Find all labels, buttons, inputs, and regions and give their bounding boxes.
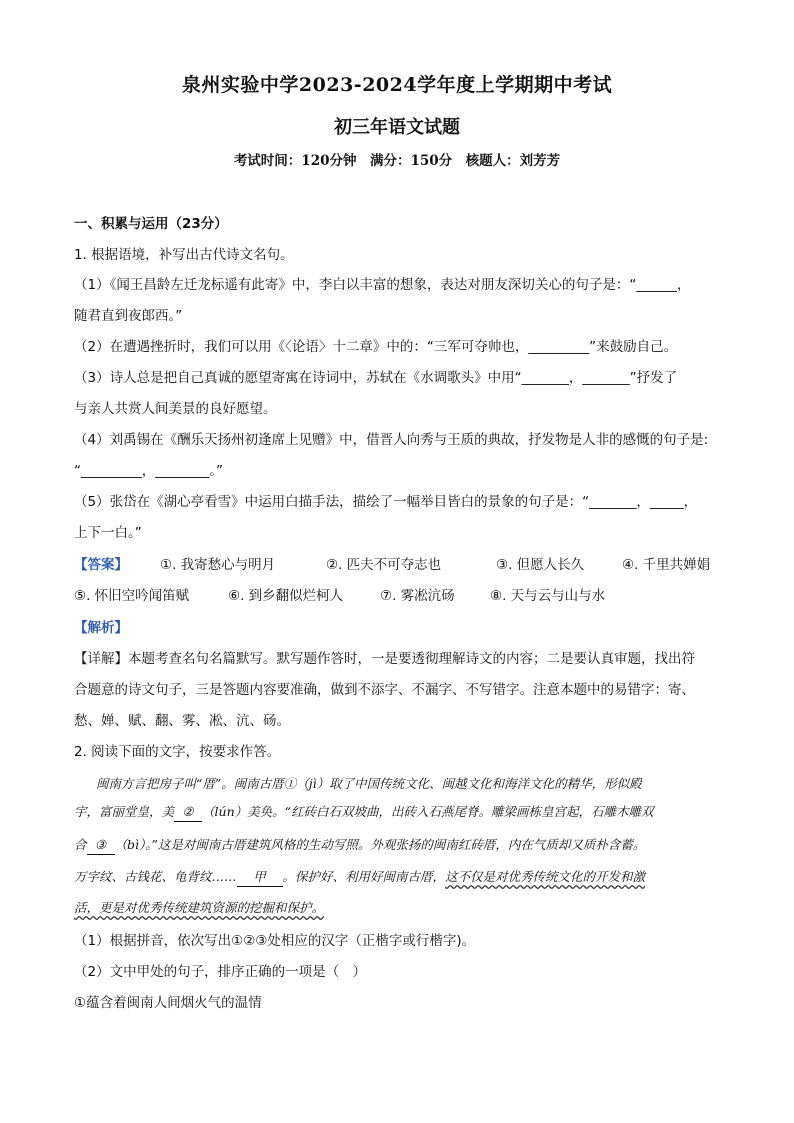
passage-line-4	[74, 868, 724, 887]
answer-item: ⑥. 到乡翻似烂柯人	[228, 588, 344, 604]
question-1-item-2: （2）在遭遇挫折时，我们可以用《〈论语〉十二章》中的：“三军可夺帅也，_________”来鼓励自己。	[74, 339, 678, 355]
analysis-label-row	[74, 619, 734, 637]
question-2-sub-1: （1）根据拼音，依次写出①②③处相应的汉字（正楷字或行楷字)。	[74, 933, 476, 949]
section-heading: 一、积累与运用（23分）	[74, 216, 228, 232]
answer-item: ⑧. 天与云与山与水	[490, 588, 606, 604]
detail-line-1: 【详解】本题考查名句名篇默写。默写题作答时，一是要透彻理解诗文的内容；二是要认真审题，找出符	[74, 651, 695, 667]
answer-item: ①. 我寄愁心与明月	[160, 557, 276, 573]
passage-line-5	[74, 899, 724, 917]
answer-item: ②. 匹夫不可夺志也	[326, 557, 442, 573]
question-2-sub-2: （2）文中甲处的句子，排序正确的一项是（ ）	[74, 964, 367, 980]
question-1-item-1a: （1）《闻王昌龄左迁龙标遥有此寄》中，李白以丰富的想象，表达对朋友深切关心的句子是：“______，	[74, 277, 691, 293]
question-1-item-3b: 与亲人共赏人间美景的良好愿望。	[74, 401, 277, 417]
answer-item: ③. 但愿人长久	[496, 557, 585, 573]
exam-subtitle: 初三年语文试题	[334, 117, 460, 138]
passage-line-1: 闽南方言把房子叫“厝”。闽南古厝①（jì）取了中国传统文化、闽越文化和海洋文化的精华，形似殿	[96, 776, 642, 791]
detail-line-3: 愁、婵、赋、翻、雾、凇、沆、砀。	[74, 713, 290, 729]
passage-text: （lún）美奂。“红砖白石双坡曲，出砖入石燕尾脊。雕梁画栋皇宫起，石雕木雕双	[202, 804, 654, 819]
answer-item: ④. 千里共婵娟	[622, 557, 711, 573]
answer-label: 【答案】	[74, 557, 128, 573]
blank-3: ③	[87, 836, 115, 855]
question-1-item-4b: “_________，________。”	[74, 463, 223, 479]
marked-sentence: 这不仅是对优秀传统文化的开发和激	[445, 869, 646, 884]
question-2-stem: 2. 阅读下面的文字，按要求作答。	[74, 744, 281, 760]
marked-sentence: 活，更是对优秀传统建筑资源的挖掘和保护。	[74, 900, 325, 915]
passage-text: 合	[74, 837, 87, 852]
passage-text: 。保护好、利用好闽南古厝，	[282, 869, 446, 884]
answer-row-1	[74, 556, 734, 574]
question-1-item-5a: （5）张岱在《湖心亭看雪》中运用白描手法，描绘了一幅举目皆白的景象的句子是：“_______，_____，	[74, 494, 698, 510]
exam-meta: 考试时间：120分钟 满分：150分 核题人：刘芳芳	[233, 153, 561, 169]
question-1-item-1b: 随君直到夜郎西。”	[74, 308, 183, 324]
blank-2: ②	[174, 803, 202, 822]
blank-jia: 甲	[237, 868, 283, 887]
question-2-option-1: ①蕴含着闽南人间烟火气的温情	[74, 995, 262, 1011]
question-1-item-3a: （3）诗人总是把自己真诚的愿望寄寓在诗词中，苏轼在《水调歌头》中用“_______，_______”抒发了	[74, 370, 678, 386]
passage-text: （bì）。”这是对闽南古厝建筑风格的生动写照。外观张扬的闽南红砖厝，内在气质却又质朴含蓄。	[114, 837, 646, 852]
passage-text: 万字纹、古钱花、龟背纹……	[74, 869, 237, 884]
passage-line-2	[74, 803, 724, 822]
question-1-stem: 1. 根据语境，补写出古代诗文名句。	[74, 247, 294, 263]
question-1-item-4a: （4）刘禹锡在《酬乐天扬州初逢席上见赠》中，借晋人向秀与王质的典故，抒发物是人非的感慨的句子是:	[74, 432, 709, 448]
detail-line-2: 合题意的诗文句子，三是答题内容要准确，做到不添字、不漏字、不写错字。注意本题中的易错字：寄、	[74, 682, 695, 698]
question-1-item-5b: 上下一白。”	[74, 525, 142, 541]
answer-item: ⑤. 怀旧空吟闻笛赋	[74, 588, 190, 604]
passage-line-3	[74, 836, 724, 855]
analysis-label: 【解析】	[74, 620, 128, 636]
exam-title: 泉州实验中学2023-2024学年度上学期期中考试	[181, 74, 613, 96]
passage-text: 宇，富丽堂皇，美	[74, 804, 175, 819]
answer-item: ⑦. 雾凇沆砀	[380, 588, 455, 604]
